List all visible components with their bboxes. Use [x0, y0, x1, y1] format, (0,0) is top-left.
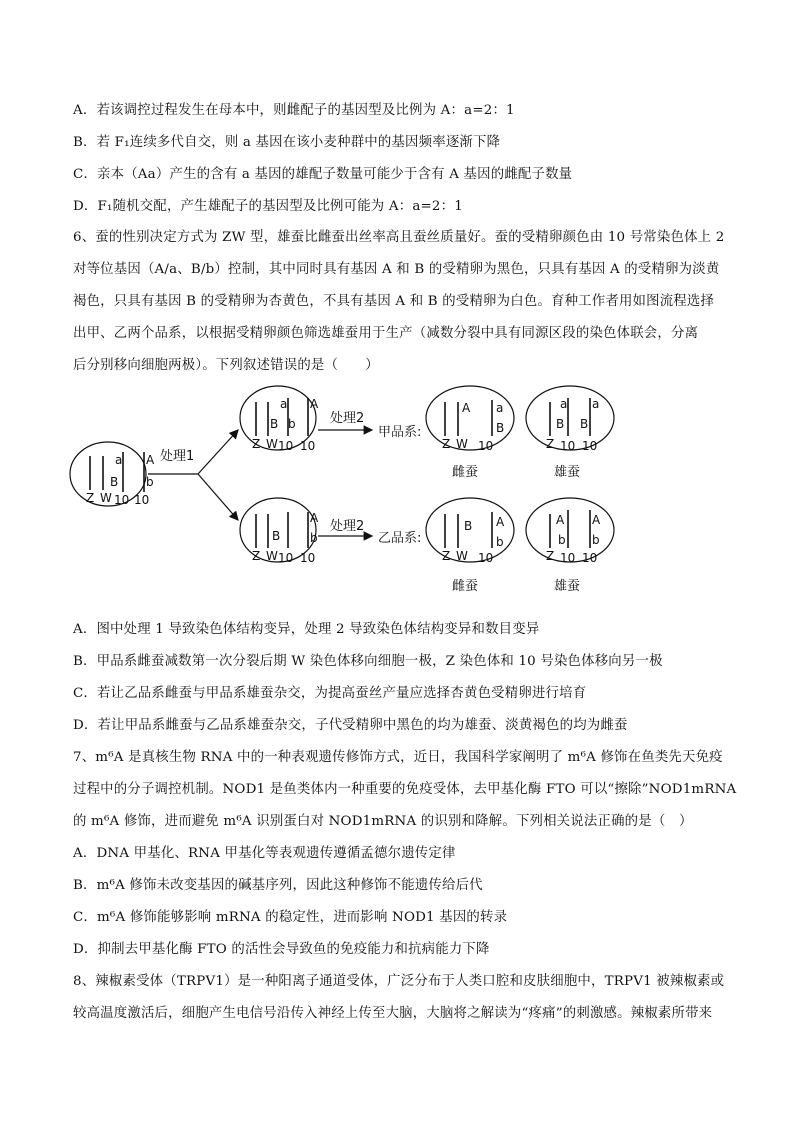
gene-label: a	[560, 397, 568, 411]
q8-stem-line: 较高温度激活后，细胞产生电信号沿传入神经上传至大脑，大脑将之解读为“疼痛”的刺激感。辣椒素所带来	[73, 1006, 713, 1021]
q6-option-d: D．若让甲品系雌蚕与乙品系雄蚕杂交，子代受精卵中黑色的均为雄蚕、淡黄褐色的均为雌蚕	[73, 718, 628, 733]
q7-stem-line: 7、m⁶A 是真核生物 RNA 中的一种表观遗传修饰方式，近日，我国科学家阐明了 m⁶A 修饰在鱼类先天免疫	[73, 750, 723, 765]
q8-stem-line: 8、辣椒素受体（TRPV1）是一种阳离子通道受体，广泛分布于人类口腔和皮肤细胞中，TRPV1 被辣椒素或	[73, 974, 725, 989]
chrom-label: Z	[86, 491, 95, 505]
q5-option-b: B．若 F₁连续多代自交，则 a 基因在该小麦种群中的基因频率逐渐下降	[73, 135, 501, 150]
chrom-label: Z	[252, 549, 261, 563]
chrom-label: Z	[546, 549, 555, 563]
q6-option-a: A．图中处理 1 导致染色体结构变异，处理 2 导致染色体结构变异和数目变异	[73, 622, 540, 637]
gene-label: a	[496, 401, 504, 415]
chrom-label: 10	[478, 439, 494, 453]
q5-option-d: D．F₁随机交配，产生雄配子的基因型及比例可能为 A：a=2：1	[73, 199, 463, 214]
gene-label: A	[496, 515, 505, 529]
chrom-label: 10	[560, 439, 576, 453]
chrom-label: 10	[300, 439, 316, 453]
gene-label: B	[272, 529, 281, 543]
chrom-label: W	[456, 549, 468, 563]
gene-label: b	[496, 535, 504, 549]
chrom-label: W	[100, 491, 112, 505]
yi-female-label: 雌蚕	[452, 579, 479, 594]
chrom-label: 10	[478, 551, 494, 565]
chrom-label: Z	[252, 437, 261, 451]
chrom-label: 10	[560, 551, 576, 565]
arrow-up	[198, 430, 238, 474]
treatment2-label: 处理2	[330, 411, 365, 426]
q6-stem-line: 褐色，只具有基因 B 的受精卵为杏黄色，不具有基因 A 和 B 的受精卵为白色。育种工作者用如图流程选择	[73, 294, 715, 309]
chrom-label: W	[266, 549, 278, 563]
gene-label: b	[592, 533, 600, 547]
jia-male-label: 雄蚕	[554, 465, 581, 480]
jia-female-cell	[426, 386, 514, 450]
gene-label: a	[592, 397, 600, 411]
jia-line-label: 甲品系:	[378, 425, 422, 440]
chrom-label: Z	[546, 437, 555, 451]
chrom-label: W	[456, 437, 468, 451]
chrom-label: 10	[582, 439, 598, 453]
gene-label: b	[310, 531, 318, 545]
q6-stem-line: 出甲、乙两个品系，以根据受精卵颜色筛选雄蚕用于生产（减数分裂中具有同源区段的染色体联会，分离	[73, 326, 699, 341]
chrom-label: 10	[278, 439, 294, 453]
gene-label: A	[310, 397, 319, 411]
chrom-label: W	[266, 437, 278, 451]
breeding-flow-diagram	[60, 378, 740, 610]
chrom-label: Z	[442, 437, 451, 451]
q5-option-c: C．亲本（Aa）产生的含有 a 基因的雄配子数量可能少于含有 A 基因的雌配子数量	[73, 167, 573, 182]
gene-label: A	[310, 511, 319, 525]
gene-label: B	[110, 475, 119, 489]
chrom-label: 10	[114, 493, 130, 507]
gene-label: b	[146, 475, 154, 489]
chrom-label: Z	[442, 549, 451, 563]
q7-stem-line: 的 m⁶A 修饰，进而避免 m⁶A 识别蛋白对 NOD1mRNA 的识别和降解。下列相关说法正确的是（ ）	[73, 814, 693, 829]
gene-label: B	[580, 417, 589, 431]
gene-label: a	[115, 453, 123, 467]
gene-label: A	[462, 401, 471, 415]
treatment1-label: 处理1	[160, 449, 195, 464]
gene-label: B	[270, 417, 279, 431]
chrom-label: 10	[300, 551, 316, 565]
chrom-label: 10	[134, 493, 150, 507]
q7-option-c: C．m⁶A 修饰能够影响 mRNA 的稳定性，进而影响 NOD1 基因的转录	[73, 910, 508, 925]
gene-label: b	[558, 533, 566, 547]
gene-label: A	[556, 513, 565, 527]
q6-stem-line: 后分别移向细胞两极）。下列叙述错误的是（ ）	[73, 358, 379, 373]
q6-stem-line: 对等位基因（A/a、B/b）控制，其中同时具有基因 A 和 B 的受精卵为黑色，只具有基因 A 的受精卵为淡黄	[73, 262, 720, 277]
gene-label: a	[280, 397, 288, 411]
chrom-label: 10	[278, 551, 294, 565]
q7-option-a: A．DNA 甲基化、RNA 甲基化等表观遗传遵循孟德尔遗传定律	[73, 846, 456, 861]
gene-label: B	[496, 421, 505, 435]
arrow-down	[198, 474, 238, 520]
q6-stem-line: 6、蚕的性别决定方式为 ZW 型，雄蚕比雌蚕出丝率高且蚕丝质量好。蚕的受精卵颜色由 10 号常染色体上 2	[73, 230, 725, 245]
yi-line-label: 乙品系:	[378, 531, 422, 546]
jia-female-label: 雌蚕	[452, 465, 479, 480]
q5-option-a: A．若该调控过程发生在母本中，则雌配子的基因型及比例为 A：a=2：1	[73, 103, 515, 118]
chrom-label: 10	[582, 551, 598, 565]
q7-option-d: D．抑制去甲基化酶 FTO 的活性会导致鱼的免疫能力和抗病能力下降	[73, 942, 490, 957]
gene-label: B	[464, 519, 473, 533]
treatment2-label: 处理2	[330, 519, 365, 534]
q7-stem-line: 过程中的分子调控机制。NOD1 是鱼类体内一种重要的免疫受体，去甲基化酶 FTO 可以“擦除”NOD1mRNA	[73, 782, 737, 797]
gene-label: B	[556, 417, 565, 431]
gene-label: A	[146, 453, 155, 467]
q6-option-c: C．若让乙品系雌蚕与甲品系雄蚕杂交，为提高蚕丝产量应选择杏黄色受精卵进行培育	[73, 686, 587, 701]
gene-label: b	[288, 417, 296, 431]
yi-male-label: 雄蚕	[554, 579, 581, 594]
q7-option-b: B．m⁶A 修饰未改变基因的碱基序列，因此这种修饰不能遗传给后代	[73, 878, 483, 893]
gene-label: A	[592, 513, 601, 527]
q6-option-b: B．甲品系雌蚕减数第一次分裂后期 W 染色体移向细胞一极，Z 染色体和 10 号染色体移向另一极	[73, 654, 663, 669]
